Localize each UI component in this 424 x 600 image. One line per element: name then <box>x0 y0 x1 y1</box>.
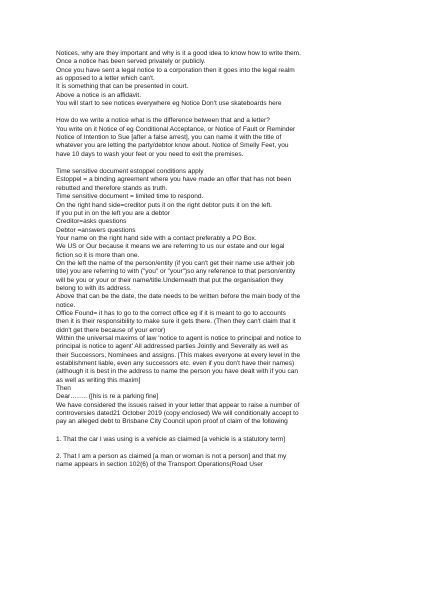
text-line: Within the universal maxims of law 'notice to agent is notice to principal and notice to <box>56 335 302 342</box>
text-line: as opposed to a letter which can't. <box>56 75 155 83</box>
text-line: Notices, why are they important and why is it a good idea to know how to write them. <box>56 50 301 57</box>
text-line: 1. That the car I was using is a vehicle as claimed [a vehicle is a statutory term] <box>56 435 286 443</box>
text-line: Your name on the right hand side with a contact preferably a PO Box. <box>56 234 257 242</box>
text-line: (although it is best in the address to name the person you have dealt with if you can <box>56 368 299 376</box>
text-line: Above a notice is an affidavit. <box>56 91 142 99</box>
text-line: will be you or your or their name/title.Underneath that put the organisation they <box>56 276 284 284</box>
text-line: You will start to see notices everywhere eg Notice Don't use skateboards here <box>56 100 282 108</box>
text-line: Notice of Intention to Sue [after a false arrest], you can name it with the title of <box>56 134 282 142</box>
text-line: then it is their responsibility to make sure it gets there. (Then they can't claim that it <box>56 318 296 326</box>
text-line: fiction so it is more than one. <box>56 251 140 259</box>
text-line: whatever you are letting the party/debtor know about. Notice of Smelly Feet, you <box>56 142 289 150</box>
text-line: We US or Our because it means we are referring to us our estate and our legal <box>56 243 285 251</box>
text-line: have 10 days to wash your feet or you need to exit the premises. <box>56 150 244 158</box>
text-line: Once a notice has been served privately or publicly. <box>56 58 206 66</box>
text-line: You write on it Notice of eg Conditional Acceptance, or Notice of Fault or Reminder <box>56 125 296 133</box>
text-line: Estoppel = a binding agreement where you have made an offer that has not been <box>56 176 292 184</box>
text-line: rebutted and therefore stands as truth. <box>56 184 168 192</box>
text-line: On the left the name of the person/entity (if you can't get their name use a/their job <box>56 259 295 267</box>
text-line: Then <box>56 385 71 393</box>
text-line: didn't get there because of your error) <box>56 326 166 334</box>
text-line: On the right hand side=creditor puts it on the right debtor puts it on the left. <box>56 201 272 209</box>
paragraph <box>56 168 372 427</box>
text-line: It is something that can be presented in court. <box>56 83 189 91</box>
text-line: notice. <box>56 301 76 309</box>
document-body <box>56 50 372 470</box>
text-line: Creditor=asks questions <box>56 218 127 226</box>
text-line: 2. That I am a person as claimed [a man or woman is not a person] and that my <box>56 453 287 461</box>
text-line: How do we write a notice what is the difference between that and a letter? <box>56 117 270 125</box>
text-line: name appears in section 102(6) of the Transport Operations(Road User <box>56 461 264 469</box>
text-line: belong to with its address. <box>56 284 132 292</box>
text-line: Above that can be the date, the date needs to be written before the main body of the <box>56 293 301 301</box>
text-line: We have considered the issues raised in your letter that appear to raise a number of <box>56 401 300 409</box>
text-line: Time sensitive document estoppel conditions apply <box>56 168 204 176</box>
paragraph <box>56 436 372 444</box>
text-line: Debtor =answers questions <box>56 226 136 234</box>
text-line: Office Found= it has to go to the correct office eg if it is meant to go to accounts <box>56 309 286 317</box>
text-line: Dear…….. ([his is re a parking fine] <box>56 393 159 401</box>
paragraph <box>56 50 372 108</box>
text-line: pay an alleged debt to Brisbane City Council upon proof of claim of the following <box>56 418 288 426</box>
text-line: principal is notice to agent' All addressed parties Jointly and Severally as well as <box>56 343 288 351</box>
text-line: as well as writing this maxim] <box>56 376 141 384</box>
text-line: establishment liable, even any successors etc. even if you don't have their names) <box>56 360 295 368</box>
paragraph <box>56 117 372 159</box>
text-line: controversies dated21 October 2019 (copy enclosed) We will conditionally accept to <box>56 410 299 418</box>
text-line: If you put in on the left you are a debtor <box>56 209 170 217</box>
paragraph <box>56 453 372 470</box>
text-line: Once you have sent a legal notice to a corporation then it goes into the legal realm <box>56 66 295 74</box>
text-line: title) you are referring to with ("you" or "your")so any reference to that person/entity <box>56 268 296 276</box>
text-line: Time sensitive document = limited time to respond. <box>56 193 204 201</box>
text-line: their Successors, Nominees and assigns. [This makes everyone at every level in the <box>56 351 301 359</box>
